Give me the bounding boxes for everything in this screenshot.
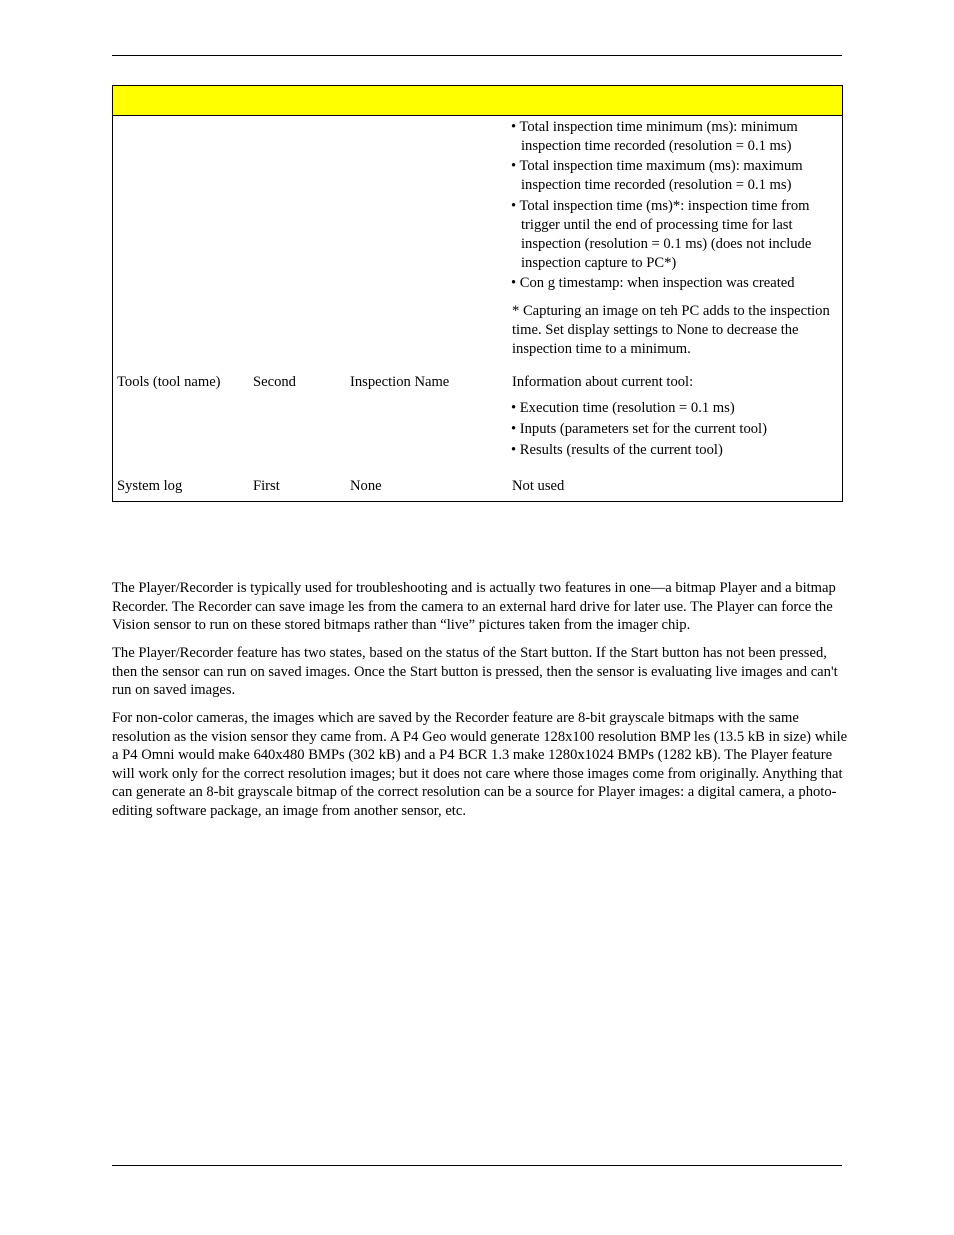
row-systemlog-description: Not used — [512, 478, 565, 494]
header-rule — [112, 55, 842, 56]
list-item: • Results (results of the current tool) — [511, 442, 723, 458]
row-tools-level: Second — [253, 374, 296, 390]
paragraph-images: For non-color cameras, the images which are saved by the Recorder feature are 8-bit grayscale bitmaps with the same resolution as the vision sensor they came from. A P4 Geo would generate 128x100 resolution BMP les (13.5 kB in size) while a P4 Omni would make 640x480 BMPs (302 kB) and a P4 BCR 1.3 make 1280x1024 BMPs (1282 kB). The Player feature will work only for the correct resolution images; but it does not care where those images come from originally. Anything that can generate an 8-bit grayscale bitmap of the correct resolution can be a source for Player images: a digital camera, a photo-editing software package, an image from another sensor, etc. — [112, 710, 848, 819]
row-tools-description: Information about current tool: — [512, 374, 694, 390]
row-systemlog-context: None — [350, 478, 382, 494]
row-tools-context: Inspection Name — [350, 374, 450, 390]
list-item: • Inputs (parameters set for the current tool) — [511, 421, 767, 437]
log-table — [112, 85, 843, 502]
paragraph-states: The Player/Recorder feature has two states, based on the status of the Start button. If the Start button has not been pressed, then the sensor can run on saved images. Once the Start button is pressed, then the sensor is evaluating live images and can't run on saved images. — [112, 645, 838, 699]
list-item: • Con g timestamp: when inspection was created — [511, 275, 795, 291]
table-footnote: * Capturing an image on teh PC adds to the inspection time. Set display settings to None to decrease the inspection time to a minimum. — [512, 303, 830, 357]
footer-rule — [112, 1165, 842, 1166]
row-systemlog-level: First — [253, 478, 280, 494]
table-header-bar — [113, 86, 842, 116]
list-item: • Total inspection time (ms)*: inspection time from trigger until the end of processing time for last inspection (resolution = 0.1 ms) (does not include inspection capture to PC*) — [511, 198, 812, 271]
list-item: • Total inspection time maximum (ms): maximum inspection time recorded (resolution = 0.1 ms) — [511, 158, 803, 193]
row-systemlog-name: System log — [117, 478, 183, 494]
paragraph-intro: The Player/Recorder is typically used for troubleshooting and is actually two features in one—a bitmap Player and a bitmap Recorder. The Recorder can save image les from the camera to an external hard drive for later use. The Player can force the Vision sensor to run on these stored bitmaps rather than “live” pictures taken from the imager chip. — [112, 580, 836, 634]
row-tools-name: Tools (tool name) — [117, 374, 221, 390]
list-item: • Total inspection time minimum (ms): minimum inspection time recorded (resolution = 0.1 ms) — [511, 119, 798, 154]
list-item: • Execution time (resolution = 0.1 ms) — [511, 400, 735, 416]
